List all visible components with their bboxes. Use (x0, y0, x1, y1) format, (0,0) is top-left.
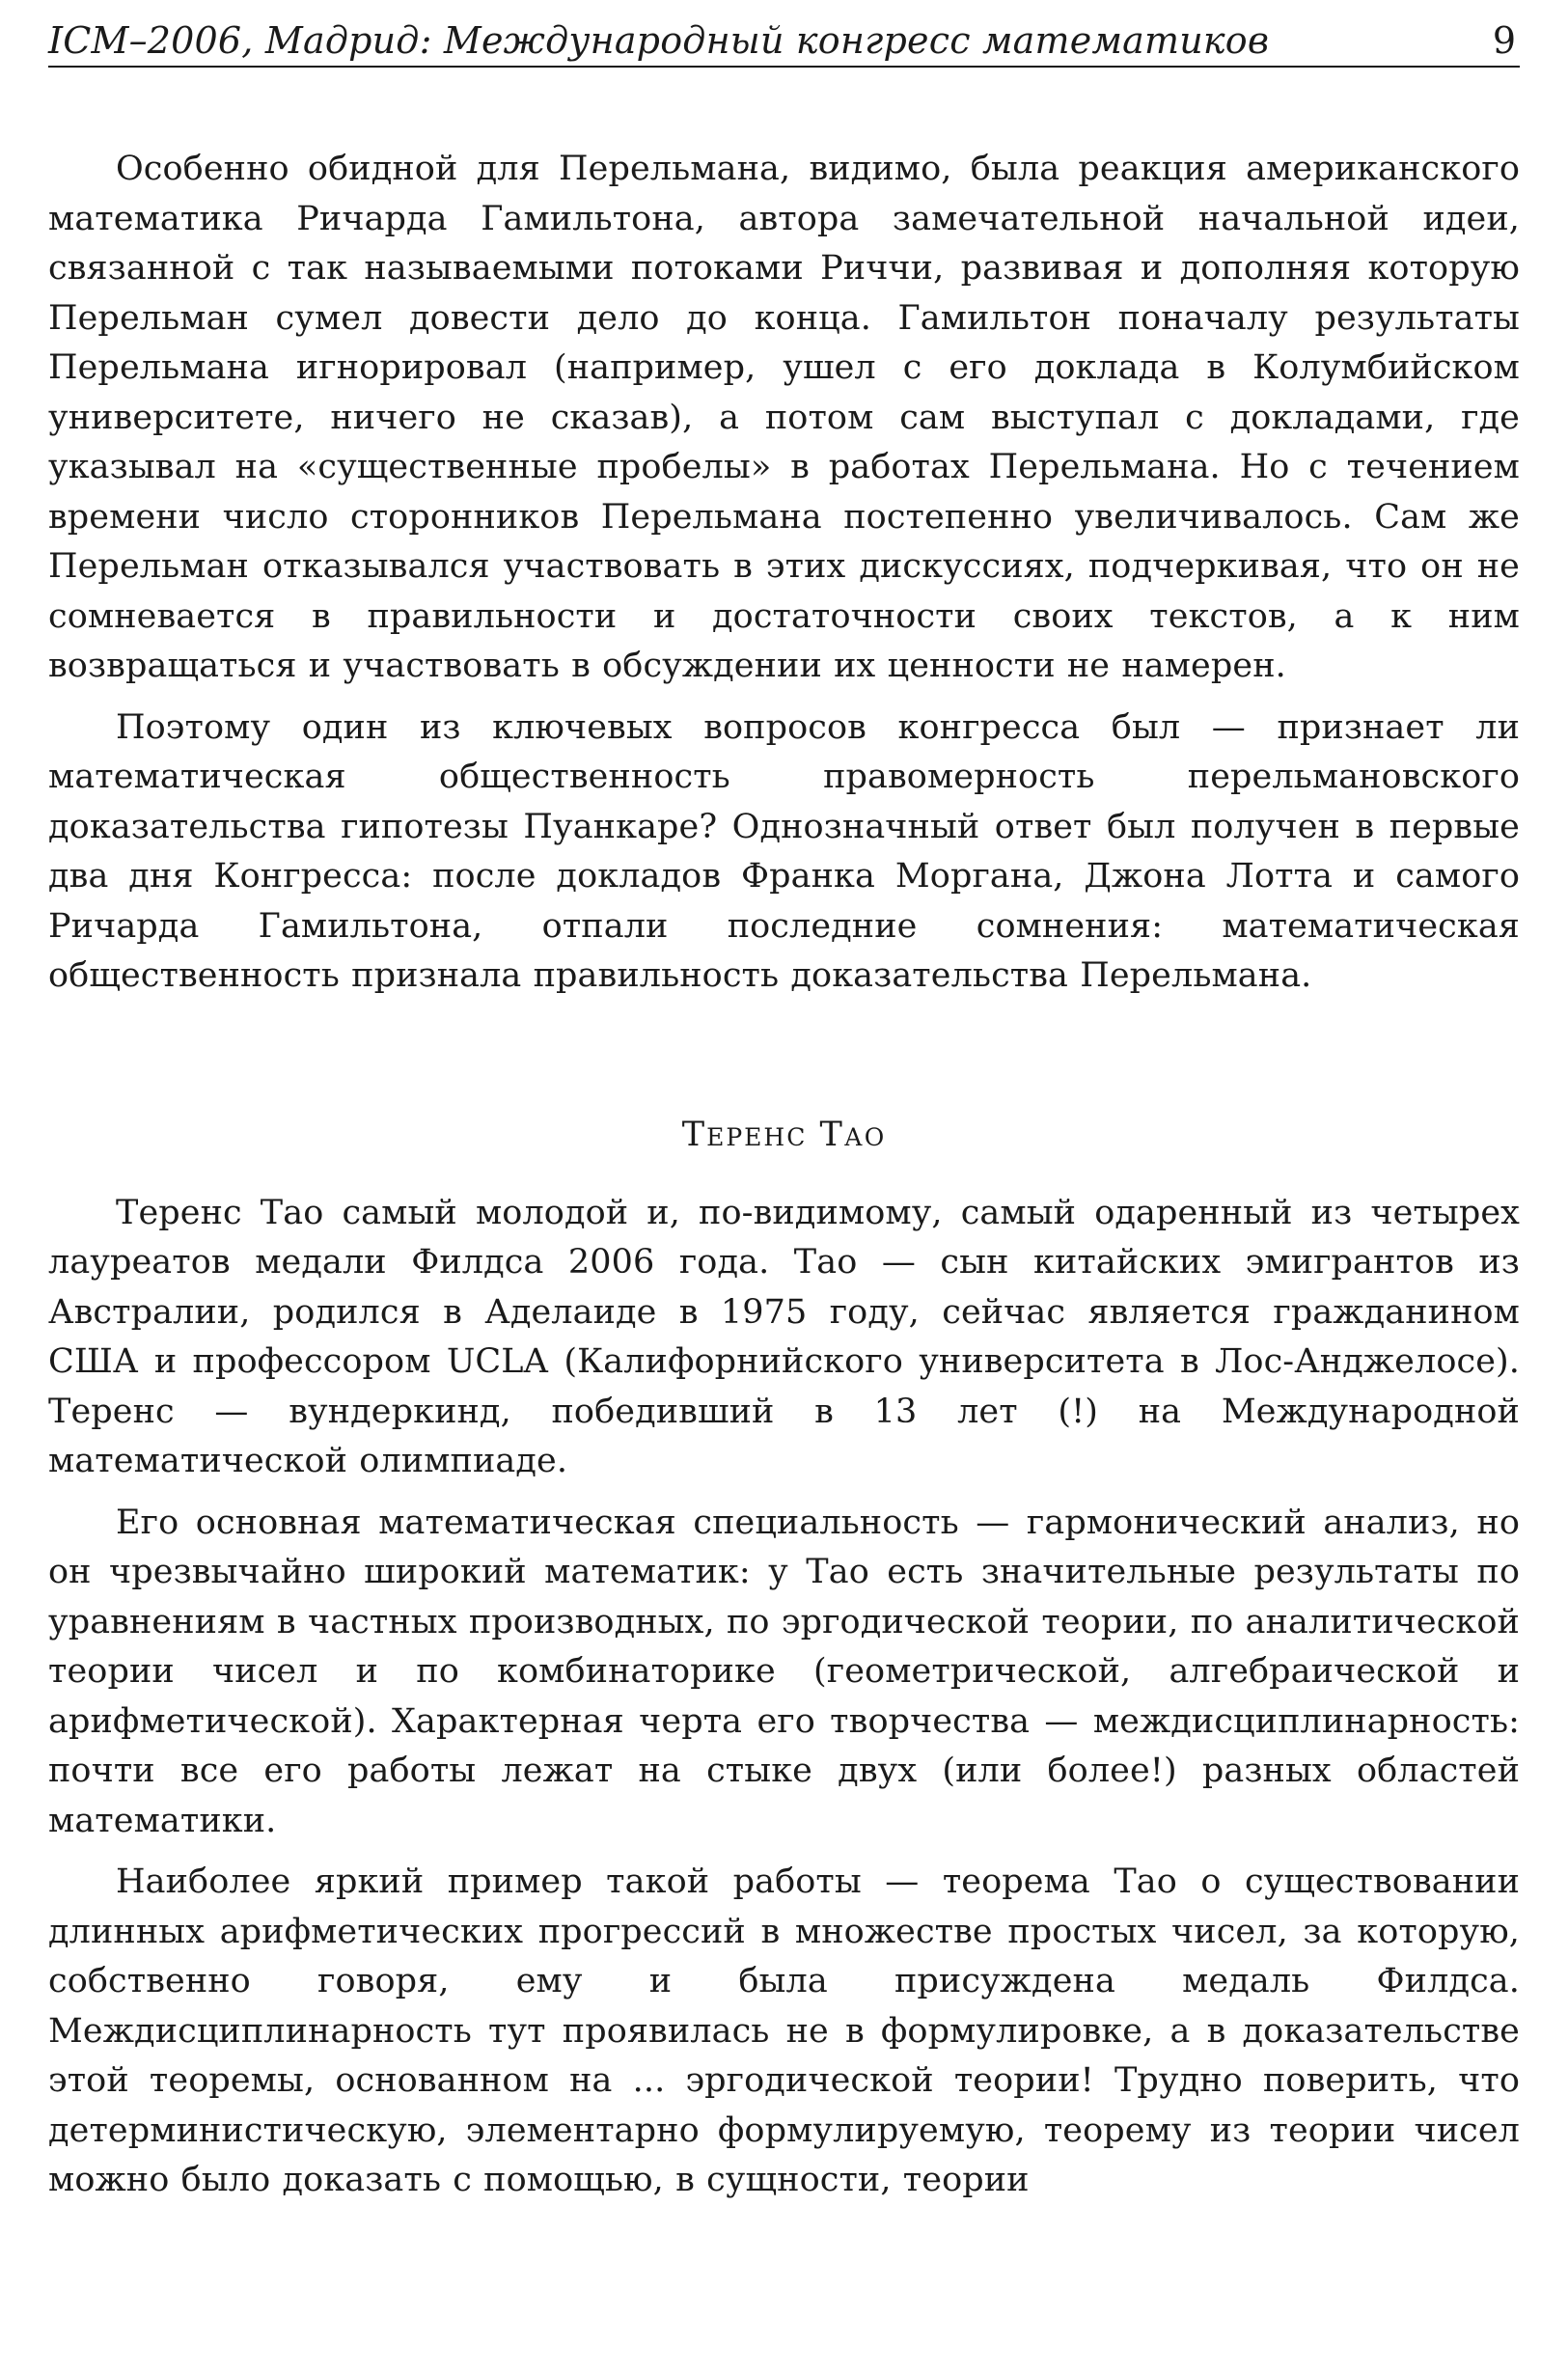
section-heading-terence-tao: Теренс Тао (681, 1115, 887, 1154)
page-number: 9 (1492, 19, 1516, 62)
paragraph-tao-theorem: Наиболее яркий пример такой работы — теорема Тао о существовании длинных арифметических прогрессий в множестве простых чисел, за которую, собственно говоря, ему и была присуждена медаль Филдса. Междисциплинарность тут проявилась не в формулировке, а в доказательстве этой теоремы, основанном на ... эргодической теории! Трудно поверить, что детерминистическую, элементарно формулируемую, теорему из теории чисел можно было доказать с помощью, в сущности, теории (48, 1862, 1520, 2199)
running-title: ICM–2006, Мадрид: Международный конгресс математиков (48, 19, 1270, 62)
paragraph-congress-question: Поэтому один из ключевых вопросов конгресса был — признает ли математическая общественность правомерность перельмановского доказательства гипотезы Пуанкаре? Однозначный ответ был получен в первые два дня Конгресса: после докладов Франка Моргана, Джона Лотта и самого Ричарда Гамильтона, отпали последние сомнения: математическая общественность признала правильность доказательства Перельмана. (48, 707, 1520, 995)
paragraph-tao-specialty: Его основная математическая специальность — гармонический анализ, но он чрезвычайно широкий математик: у Тао есть значительные результаты по уравнениям в частных производных, по эргодической теории, по аналитической теории чисел и по комбинаторике (геометрической, алгебраической и арифметической). Характерная черта его творчества — междисциплинарность: почти все его работы лежат на стыке двух (или более!) разных областей математики. (48, 1503, 1520, 1840)
body-text (48, 145, 1520, 2206)
running-head (48, 17, 1520, 68)
paragraph-tao-bio: Теренс Тао самый молодой и, по-видимому, самый одаренный из четырех лауреатов медали Филдса 2006 года. Тао — сын китайских эмигрантов из Австралии, родился в Аделаиде в 1975 году, сейчас является гражданином США и профессором UCLA (Калифорнийского университета в Лос-Анджелосе). Теренс — вундеркинд, победивший в 13 лет (!) на Международной математической олимпиаде. (48, 1193, 1520, 1480)
paragraph-hamilton-reaction: Особенно обидной для Перельмана, видимо, была реакция американского математика Ричарда Гамильтона, автора замечательной начальной идеи, связанной с так называемыми потоками Риччи, развивая и дополняя которую Перельман сумел довести дело до конца. Гамильтон поначалу результаты Перельмана игнорировал (например, ушел с его доклада в Колумбийском университете, ничего не сказав), а потом сам выступал с докладами, где указывал на «существенные пробелы» в работах Перельмана. Но с течением времени число сторонников Перельмана постепенно увеличивалось. Сам же Перельман отказывался участвовать в этих дискуссиях, подчеркивая, что он не сомневается в правильности и достаточности своих текстов, а к ним возвращаться и участвовать в обсуждении их ценности не намерен. (48, 150, 1520, 685)
document-page (48, 0, 1520, 2372)
